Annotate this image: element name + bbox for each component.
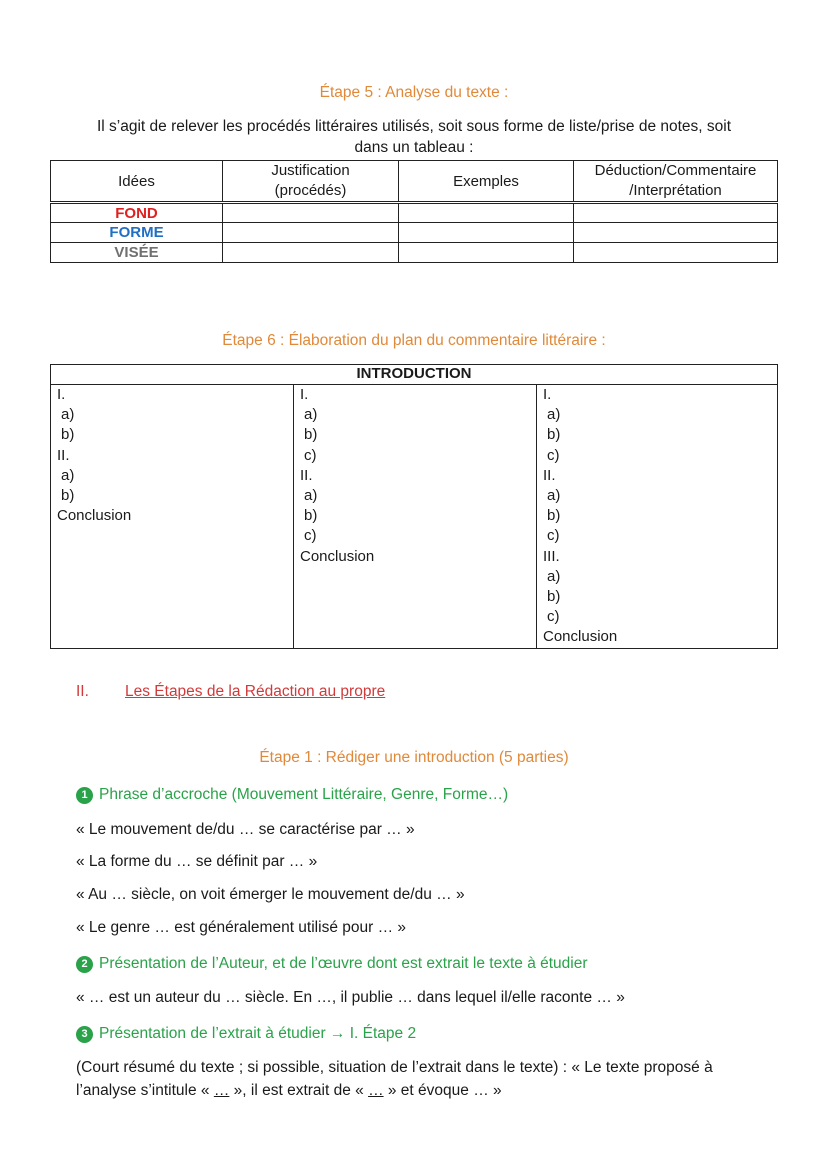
plan-column-1 bbox=[51, 385, 294, 649]
part1-title: Phrase d’accroche (Mouvement Littéraire, Genre, Forme…) bbox=[99, 786, 509, 803]
example-line: « Au … siècle, on voit émerger le mouvement de/du … » bbox=[76, 886, 465, 903]
example-line: « … est un auteur du … siècle. En …, il publie … dans lequel il/elle raconte … » bbox=[76, 989, 625, 1006]
plan-line: b) bbox=[547, 588, 561, 606]
text-fragment: » et évoque … » bbox=[383, 1082, 502, 1099]
cell bbox=[574, 203, 778, 223]
cell bbox=[574, 243, 778, 263]
header-justification-line2: (procédés) bbox=[274, 182, 347, 199]
part1-heading bbox=[76, 786, 508, 804]
plan-line: c) bbox=[304, 527, 317, 545]
cell bbox=[399, 223, 574, 243]
table-row-forme bbox=[51, 223, 778, 243]
part2-heading bbox=[76, 955, 588, 973]
plan-line: c) bbox=[547, 446, 560, 464]
example-line: « Le genre … est généralement utilisé pour … » bbox=[76, 919, 406, 936]
section-title: Les Étapes de la Rédaction au propre bbox=[125, 683, 386, 700]
plan-line: Conclusion bbox=[57, 507, 132, 525]
plan-line: II. bbox=[300, 466, 313, 484]
header-justification bbox=[223, 161, 399, 203]
part3-title: Présentation de l’extrait à étudier bbox=[99, 1025, 326, 1042]
header-deduction-line2: /Interprétation bbox=[629, 182, 722, 199]
text-fragment: », il est extrait de « bbox=[229, 1082, 369, 1099]
plan-line: II. bbox=[543, 466, 556, 484]
plan-intro-header: INTRODUCTION bbox=[51, 365, 778, 385]
example-line: « La forme du … se définit par … » bbox=[76, 853, 318, 870]
plan-columns-row bbox=[51, 385, 778, 649]
plan-line: a) bbox=[304, 406, 318, 424]
blank-placeholder: … bbox=[213, 1082, 230, 1099]
plan-line: b) bbox=[304, 507, 318, 525]
arrow-right-icon: → bbox=[329, 1025, 346, 1042]
example-line: « Le mouvement de/du … se caractérise par … » bbox=[76, 821, 415, 838]
plan-table bbox=[50, 364, 778, 649]
plan-column-3 bbox=[537, 385, 778, 649]
plan-line: c) bbox=[304, 446, 317, 464]
plan-line: I. bbox=[300, 386, 309, 403]
cell bbox=[399, 243, 574, 263]
cell bbox=[223, 223, 399, 243]
plan-line: a) bbox=[547, 567, 561, 585]
blank-placeholder: … bbox=[368, 1082, 384, 1099]
step1-title: Étape 1 : Rédiger une introduction (5 parties) bbox=[259, 749, 569, 766]
plan-line: c) bbox=[547, 527, 560, 545]
header-justification-line1: Justification bbox=[271, 162, 350, 179]
table-row-visee bbox=[51, 243, 778, 263]
part3-line1: (Court résumé du texte ; si possible, situation de l’extrait dans le texte) : « Le texte proposé à bbox=[76, 1059, 713, 1076]
header-deduction-line1: Déduction/Commentaire bbox=[594, 162, 757, 179]
plan-line: a) bbox=[304, 487, 318, 505]
cell bbox=[223, 203, 399, 223]
cell bbox=[399, 203, 574, 223]
step5-intro-line2: dans un tableau : bbox=[354, 139, 474, 156]
text-fragment: l’analyse s’intitule « bbox=[76, 1082, 214, 1099]
plan-line: b) bbox=[61, 487, 75, 505]
plan-line: c) bbox=[547, 608, 560, 626]
part3-reference: I. Étape 2 bbox=[349, 1025, 417, 1042]
plan-line: I. bbox=[543, 386, 552, 403]
plan-intro-row bbox=[51, 365, 778, 385]
header-idees: Idées bbox=[51, 161, 223, 203]
plan-line: III. bbox=[543, 547, 560, 565]
part3-heading bbox=[76, 1025, 416, 1043]
number-3-badge: 3 bbox=[76, 1026, 93, 1043]
plan-line: I. bbox=[57, 386, 66, 403]
analysis-table bbox=[50, 160, 778, 263]
row-label-fond: FOND bbox=[51, 203, 223, 223]
plan-line: a) bbox=[547, 487, 561, 505]
plan-line: II. bbox=[57, 446, 70, 464]
plan-line: Conclusion bbox=[300, 547, 375, 565]
cell bbox=[574, 223, 778, 243]
plan-line: Conclusion bbox=[543, 628, 618, 646]
plan-line: b) bbox=[547, 507, 561, 525]
plan-line: a) bbox=[547, 406, 561, 424]
plan-column-2 bbox=[294, 385, 537, 649]
step6-title: Étape 6 : Élaboration du plan du commentaire littéraire : bbox=[222, 332, 606, 349]
plan-line: a) bbox=[61, 466, 75, 484]
step5-title: Étape 5 : Analyse du texte : bbox=[319, 84, 509, 101]
plan-line: a) bbox=[61, 406, 75, 424]
cell bbox=[223, 243, 399, 263]
analysis-table-header-row bbox=[51, 161, 778, 203]
table-row-fond bbox=[51, 203, 778, 223]
row-label-forme: FORME bbox=[51, 223, 223, 243]
row-label-visee: VISÉE bbox=[51, 243, 223, 263]
number-1-badge: 1 bbox=[76, 787, 93, 804]
section-number: II. bbox=[76, 683, 89, 700]
plan-line: b) bbox=[61, 426, 75, 444]
header-exemples: Exemples bbox=[399, 161, 574, 203]
plan-line: b) bbox=[304, 426, 318, 444]
part2-title: Présentation de l’Auteur, et de l’œuvre dont est extrait le texte à étudier bbox=[99, 955, 588, 972]
plan-line: b) bbox=[547, 426, 561, 444]
header-deduction bbox=[574, 161, 778, 203]
number-2-badge: 2 bbox=[76, 956, 93, 973]
part3-line2 bbox=[76, 1082, 502, 1100]
step5-intro-line1: Il s’agit de relever les procédés littéraires utilisés, soit sous forme de liste/prise de notes, soit bbox=[96, 118, 732, 135]
